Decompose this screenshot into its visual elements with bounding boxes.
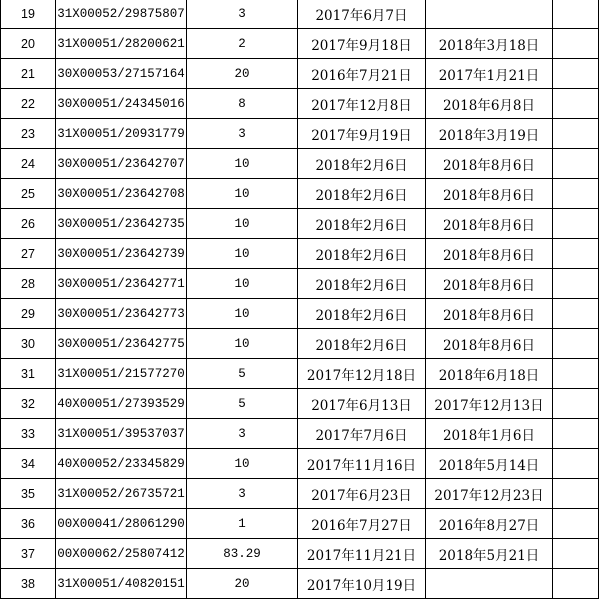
end-date-cell: 2018年8月6日 [426,269,553,299]
quantity-cell: 10 [187,299,298,329]
table-row [1,419,599,449]
table-row [1,209,599,239]
account-code-cell: 31X00051/39537037 [56,419,187,449]
account-code-cell: 30X00051/23642771 [56,269,187,299]
note-cell [553,119,599,149]
row-index-cell: 26 [1,209,56,239]
account-code-cell: 31X00051/20931779 [56,119,187,149]
end-date-cell: 2018年8月6日 [426,299,553,329]
row-index-cell: 21 [1,59,56,89]
quantity-cell: 10 [187,239,298,269]
start-date-cell: 2017年10月19日 [298,569,426,599]
end-date-cell: 2017年12月23日 [426,479,553,509]
account-code-cell: 30X00051/23642735 [56,209,187,239]
row-index-cell: 20 [1,29,56,59]
note-cell [553,569,599,599]
table-row [1,239,599,269]
table-body [1,0,599,599]
note-cell [553,269,599,299]
start-date-cell: 2018年2月6日 [298,269,426,299]
note-cell [553,209,599,239]
quantity-cell: 3 [187,479,298,509]
row-index-cell: 38 [1,569,56,599]
quantity-cell: 3 [187,119,298,149]
row-index-cell: 37 [1,539,56,569]
table-row [1,509,599,539]
note-cell [553,299,599,329]
row-index-cell: 29 [1,299,56,329]
start-date-cell: 2017年6月7日 [298,0,426,29]
start-date-cell: 2018年2月6日 [298,329,426,359]
note-cell [553,149,599,179]
account-code-cell: 31X00052/29875807 [56,0,187,29]
row-index-cell: 22 [1,89,56,119]
row-index-cell: 19 [1,0,56,29]
account-code-cell: 31X00051/21577270 [56,359,187,389]
quantity-cell: 10 [187,269,298,299]
table-row [1,479,599,509]
end-date-cell: 2018年8月6日 [426,149,553,179]
table-row [1,149,599,179]
table-row [1,59,599,89]
start-date-cell: 2018年2月6日 [298,149,426,179]
quantity-cell: 5 [187,389,298,419]
row-index-cell: 24 [1,149,56,179]
end-date-cell: 2018年5月14日 [426,449,553,479]
note-cell [553,179,599,209]
account-code-cell: 31X00051/28200621 [56,29,187,59]
start-date-cell: 2017年11月21日 [298,539,426,569]
table-row [1,179,599,209]
end-date-cell: 2016年8月27日 [426,509,553,539]
quantity-cell: 10 [187,329,298,359]
note-cell [553,89,599,119]
quantity-cell: 10 [187,449,298,479]
account-code-cell: 31X00051/40820151 [56,569,187,599]
end-date-cell: 2018年6月18日 [426,359,553,389]
note-cell [553,389,599,419]
quantity-cell: 8 [187,89,298,119]
note-cell [553,359,599,389]
quantity-cell: 20 [187,59,298,89]
start-date-cell: 2017年9月18日 [298,29,426,59]
account-code-cell: 00X00041/28061290 [56,509,187,539]
row-index-cell: 30 [1,329,56,359]
table-row [1,449,599,479]
row-index-cell: 34 [1,449,56,479]
note-cell [553,419,599,449]
start-date-cell: 2017年6月13日 [298,389,426,419]
quantity-cell: 10 [187,149,298,179]
end-date-cell: 2018年8月6日 [426,179,553,209]
quantity-cell: 10 [187,209,298,239]
note-cell [553,0,599,29]
end-date-cell: 2018年5月21日 [426,539,553,569]
quantity-cell: 1 [187,509,298,539]
start-date-cell: 2018年2月6日 [298,179,426,209]
row-index-cell: 23 [1,119,56,149]
quantity-cell: 3 [187,419,298,449]
note-cell [553,509,599,539]
table-row [1,0,599,29]
row-index-cell: 31 [1,359,56,389]
account-code-cell: 30X00051/23642773 [56,299,187,329]
table-row [1,299,599,329]
row-index-cell: 28 [1,269,56,299]
note-cell [553,479,599,509]
account-code-cell: 30X00051/23642708 [56,179,187,209]
end-date-cell: 2018年8月6日 [426,329,553,359]
end-date-cell [426,569,553,599]
row-index-cell: 32 [1,389,56,419]
table-row [1,389,599,419]
end-date-cell: 2018年3月19日 [426,119,553,149]
note-cell [553,539,599,569]
row-index-cell: 36 [1,509,56,539]
start-date-cell: 2017年11月16日 [298,449,426,479]
table-row [1,329,599,359]
account-code-cell: 30X00051/24345016 [56,89,187,119]
account-code-cell: 31X00052/26735721 [56,479,187,509]
start-date-cell: 2018年2月6日 [298,239,426,269]
table-row [1,359,599,389]
end-date-cell: 2017年12月13日 [426,389,553,419]
table-row [1,539,599,569]
quantity-cell: 5 [187,359,298,389]
quantity-cell: 10 [187,179,298,209]
row-index-cell: 25 [1,179,56,209]
quantity-cell: 2 [187,29,298,59]
start-date-cell: 2018年2月6日 [298,299,426,329]
end-date-cell: 2018年1月6日 [426,419,553,449]
end-date-cell: 2017年1月21日 [426,59,553,89]
row-index-cell: 27 [1,239,56,269]
quantity-cell: 20 [187,569,298,599]
quantity-cell: 3 [187,0,298,29]
end-date-cell: 2018年8月6日 [426,209,553,239]
table-row [1,89,599,119]
end-date-cell: 2018年8月6日 [426,239,553,269]
account-code-cell: 30X00053/27157164 [56,59,187,89]
end-date-cell: 2018年3月18日 [426,29,553,59]
table-row [1,569,599,599]
note-cell [553,449,599,479]
start-date-cell: 2016年7月21日 [298,59,426,89]
table-row [1,119,599,149]
account-code-cell: 30X00051/23642739 [56,239,187,269]
row-index-cell: 35 [1,479,56,509]
start-date-cell: 2016年7月27日 [298,509,426,539]
account-code-cell: 00X00062/25807412 [56,539,187,569]
account-code-cell: 30X00051/23642707 [56,149,187,179]
end-date-cell [426,0,553,29]
start-date-cell: 2018年2月6日 [298,209,426,239]
account-code-cell: 30X00051/23642775 [56,329,187,359]
end-date-cell: 2018年6月8日 [426,89,553,119]
account-code-cell: 40X00051/27393529 [56,389,187,419]
table-row [1,29,599,59]
note-cell [553,329,599,359]
start-date-cell: 2017年6月23日 [298,479,426,509]
start-date-cell: 2017年12月8日 [298,89,426,119]
row-index-cell: 33 [1,419,56,449]
note-cell [553,239,599,269]
account-code-cell: 40X00052/23345829 [56,449,187,479]
start-date-cell: 2017年12月18日 [298,359,426,389]
note-cell [553,29,599,59]
start-date-cell: 2017年7月6日 [298,419,426,449]
start-date-cell: 2017年9月19日 [298,119,426,149]
note-cell [553,59,599,89]
quantity-cell: 83.29 [187,539,298,569]
table-row [1,269,599,299]
